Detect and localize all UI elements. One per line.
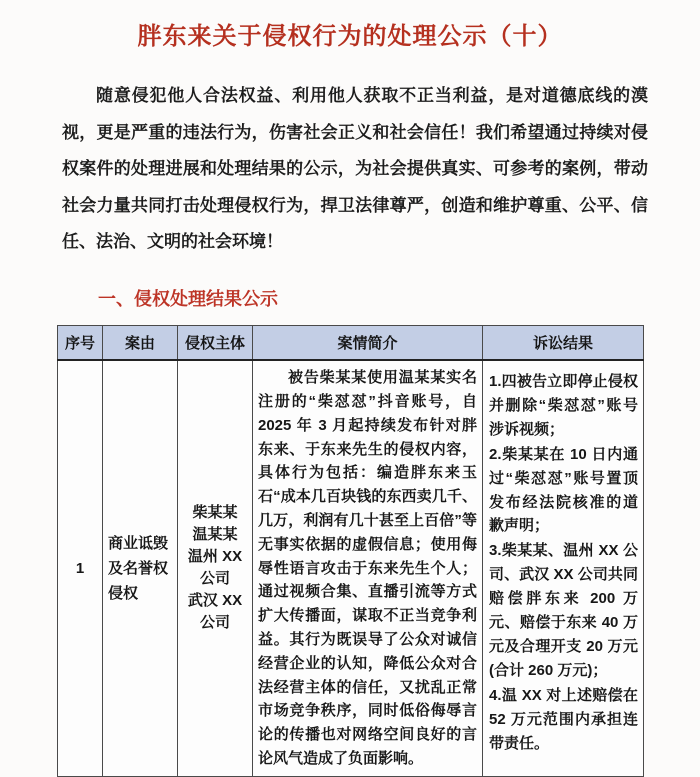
col-header-index: 序号 — [58, 325, 103, 360]
cell-litigation-results — [483, 360, 644, 777]
table-header-row — [58, 325, 644, 360]
section-heading: 一、侵权处理结果公示 — [98, 288, 278, 309]
infringing-party: 温某某 — [192, 526, 238, 544]
col-header-cause: 案由 — [103, 325, 178, 360]
page-title: 胖东来关于侵权行为的处理公示（十） — [137, 23, 563, 50]
intro-paragraph: 随意侵犯他人合法权益、利用他人获取不正当利益，是对道德底线的漠视，更是严重的违法行为，伤害社会正义和社会信任！我们希望通过持续对侵权案件的处理进展和处理结果的公示，为社会提供真实、可参考的案例，带动社会力量共同打击处理侵权行为，捍卫法律尊严，创造和维护尊重、公平、信任、法治、文明的社会环境！ — [62, 86, 648, 252]
cell-cause: 商业诋毁及名誉权侵权 — [103, 360, 178, 777]
litigation-result-item: 1.四被告立即停止侵权并删除“柴怼怼”账号涉诉视频； — [489, 372, 638, 438]
infringement-results-table — [57, 325, 644, 777]
litigation-result-item: 2.柴某某在 10 日内通过“柴怼怼”账号置顶发布经法院核准的道歉声明； — [489, 445, 638, 535]
col-header-infringer: 侵权主体 — [178, 325, 253, 360]
col-header-case-summary: 案情简介 — [253, 325, 483, 360]
col-header-litigation-result: 诉讼结果 — [483, 325, 644, 360]
table-row — [58, 360, 644, 777]
infringing-party: 温州 XX 公司 — [187, 548, 243, 588]
cell-case-summary — [253, 360, 483, 777]
litigation-result-item: 4.温 XX 对上述赔偿在 52 万元范围内承担连带责任。 — [489, 686, 638, 752]
case-summary-text: 被告柴某某使用温某某实名注册的“柴怼怼”抖音账号，自 2025 年 3 月起持续发布针对胖东来、于东来先生的侵权内容，具体行为包括：编造胖东来玉石“成本几百块钱的东西卖几千、几万，利润有几十甚至上百倍”等无事实依据的虚假信息；使用侮辱性语言攻击于东来先生个人；通过视频合集、直播引流等方式扩大传播面，谋取不正当竞争利益。其行为既误导了公众对诚信经营企业的认知，降低公众对合法经营主体的信任，又扰乱正常市场竞争秩序，同时低俗侮辱言论的传播也对网络空间良好的言论风气造成了负面影响。 — [258, 369, 477, 767]
litigation-result-item: 3.柴某某、温州 XX 公司、武汉 XX 公司共同赔偿胖东来 200 万元、赔偿于东来 40 万元及合理开支 20 万元(合计 260 万元)； — [489, 542, 638, 679]
cell-infringing-parties — [178, 360, 253, 777]
infringing-party: 柴某某 — [192, 504, 238, 522]
infringing-party: 武汉 XX 公司 — [187, 592, 243, 632]
cell-index: 1 — [58, 360, 103, 777]
